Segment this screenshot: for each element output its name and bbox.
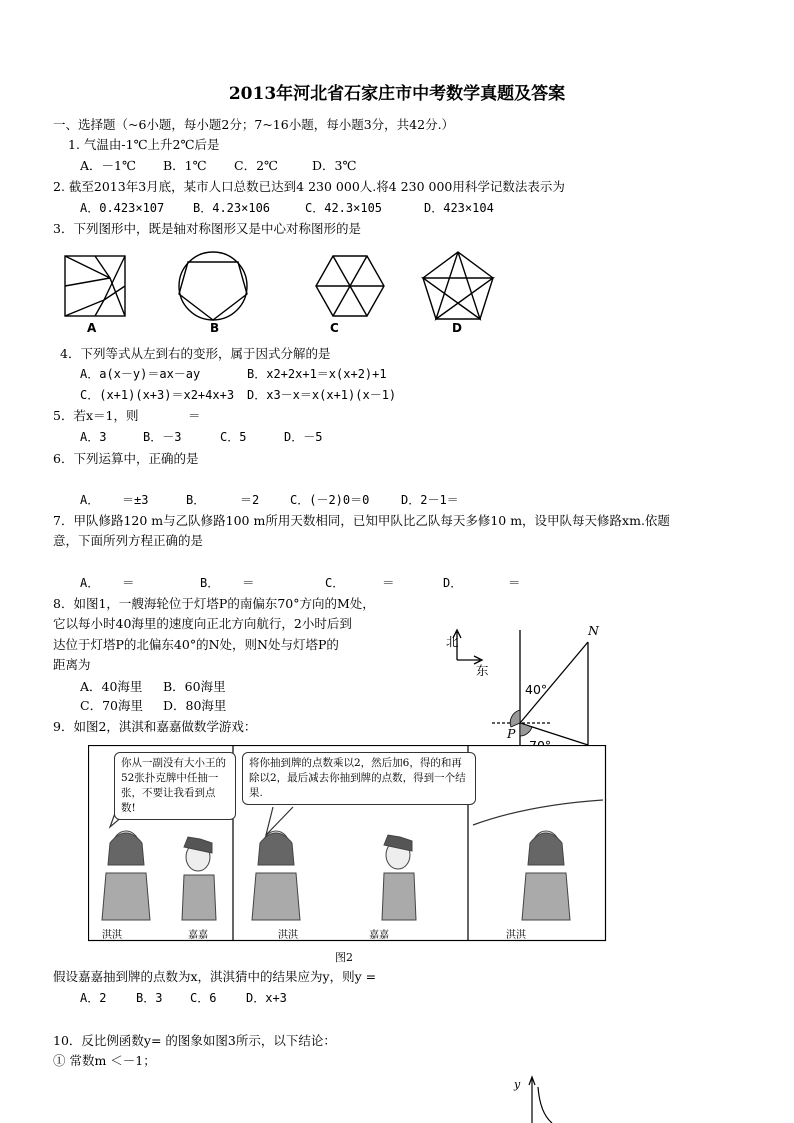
- q7-opt-c: C．: [325, 576, 345, 590]
- q8-opt-d: D．80海里: [163, 698, 227, 713]
- q3-figures: [60, 248, 520, 323]
- figure-b-circle: [179, 252, 247, 320]
- q7-opt-b-eq: ＝: [242, 575, 255, 590]
- q4-opt-d: D．x3－x＝x(x+1)(x－1): [247, 388, 397, 402]
- q8-line4: 距离为: [53, 657, 91, 672]
- q8-line2: 它以每小时40海里的速度向正北方向航行，2小时后到: [53, 616, 352, 631]
- comic-bubble-1: 你从一副没有大小王的52张扑克牌中任抽一张，不要让我看到点数!: [114, 752, 236, 820]
- comic-name-jiajia-1: 嘉嘉: [188, 930, 208, 941]
- q9-opt-d: D．x+3: [246, 991, 287, 1005]
- q5-opt-d: D．－5: [284, 430, 323, 444]
- q7-opt-a: A．: [80, 576, 100, 590]
- fig1-north-label: 北: [446, 634, 459, 649]
- q5-stem: 5．若x＝1，则: [53, 408, 139, 423]
- q8-opt-a: A．40海里: [80, 679, 143, 694]
- q3-label-a: A: [87, 321, 97, 335]
- q8-opt-b: B．60海里: [163, 679, 226, 694]
- q7-opt-c-eq: ＝: [382, 575, 395, 590]
- q9-opt-a: A．2: [80, 991, 107, 1005]
- q9-opt-c: C．6: [190, 991, 217, 1005]
- q1-opt-c: C．2℃: [234, 158, 279, 173]
- q1-opt-b: B．1℃: [163, 158, 207, 173]
- figure-c-hexagon: [316, 256, 384, 316]
- q4-opt-a: A．a(x－y)＝ax－ay: [80, 367, 201, 381]
- section-heading: 一、选择题（~6小题，每小题2分；7~16小题，每小题3分，共42分.）: [53, 117, 455, 132]
- q6-opt-c: C．(－2)0＝0: [290, 493, 370, 507]
- q10-item1: ① 常数m ＜－1；: [53, 1053, 156, 1068]
- q2-opt-a: A．0.423×107: [80, 201, 165, 215]
- comic-name-jiajia-2: 嘉嘉: [369, 930, 389, 941]
- fig2-caption: 图2: [335, 951, 353, 964]
- q6-opt-d: D．2－1＝: [401, 493, 459, 507]
- q2-opt-d: D．423×104: [424, 201, 494, 215]
- q1-opt-d: D．3℃: [312, 158, 357, 173]
- comic-name-qiqi-2: 淇淇: [278, 930, 298, 941]
- q6-opt-a-val: ＝±3: [122, 493, 149, 507]
- q7-opt-a-eq: ＝: [122, 575, 135, 590]
- page-title: 2013年河北省石家庄市中考数学真题及答案: [228, 84, 566, 104]
- figure-3-partial: [520, 1073, 560, 1123]
- fig1-east-label: 东: [476, 663, 489, 678]
- q6-opt-a: A．: [80, 493, 100, 507]
- comic-name-qiqi-3: 淇淇: [506, 930, 526, 941]
- q4-stem: 4．下列等式从左到右的变形，属于因式分解的是: [60, 346, 331, 361]
- q9-after: 假设嘉嘉抽到牌的点数为x，淇淇猜中的结果应为y，则y =: [53, 969, 377, 984]
- q5-opt-b: B．－3: [143, 430, 182, 444]
- fig3-y-label: y: [514, 1078, 521, 1091]
- q4-opt-c: C．(x+1)(x+3)＝x2+4x+3: [80, 388, 235, 402]
- q9-stem: 9．如图2，淇淇和嘉嘉做数学游戏：: [53, 719, 257, 734]
- q2-opt-c: C．42.3×105: [305, 201, 383, 215]
- q2-stem: 2. 截至2013年3月底，某市人口总数已达到4 230 000人.将4 230 000用科学记数法表示为: [53, 179, 565, 194]
- q1-stem: 1. 气温由-1℃上升2℃后是: [68, 137, 220, 152]
- q3-label-d: D: [452, 321, 462, 335]
- q7-opt-d-eq: ＝: [508, 575, 521, 590]
- q8-line3: 达位于灯塔P的北偏东40°的N处，则N处与灯塔P的: [53, 637, 339, 652]
- q4-opt-b: B．x2+2x+1＝x(x+2)+1: [247, 367, 387, 381]
- q10-stem: 10．反比例函数y= 的图象如图3所示，以下结论：: [53, 1033, 336, 1048]
- figure-a-square: [65, 256, 125, 316]
- q8-line1: 8．如图1，一艘海轮位于灯塔P的南偏东70°方向的M处，: [53, 596, 375, 611]
- q6-opt-b-val: ＝2: [240, 493, 260, 507]
- q6-stem: 6．下列运算中，正确的是: [53, 451, 199, 466]
- q8-opt-c: C．70海里: [80, 698, 143, 713]
- q7-opt-b: B．: [200, 576, 220, 590]
- q9-opt-b: B．3: [136, 991, 163, 1005]
- figure-d-pentagram: [423, 252, 493, 319]
- q6-opt-b: B．: [186, 493, 206, 507]
- q7-line2: 意，下面所列方程正确的是: [53, 533, 204, 548]
- q3-label-c: C: [330, 321, 339, 335]
- q3-stem: 3．下列图形中，既是轴对称图形又是中心对称图形的是: [53, 221, 361, 236]
- comic-bubble-2: 将你抽到牌的点数乘以2，然后加6，得的和再除以2，最后减去你抽到牌的点数，得到一个结果.: [242, 752, 476, 805]
- q2-opt-b: B．4.23×106: [193, 201, 271, 215]
- fig1-a40-label: 40°: [525, 682, 548, 697]
- angle-70-arc: [520, 723, 532, 736]
- fig1-p-label: P: [507, 726, 516, 741]
- q5-opt-c: C．5: [220, 430, 247, 444]
- q7-line1: 7．甲队修路120 m与乙队修路100 m所用天数相同，已知甲队比乙队每天多修10 m，设甲队每天修路xm.依题: [53, 513, 670, 528]
- q1-opt-a: A．－1℃: [80, 158, 136, 173]
- angle-40-arc: [510, 710, 520, 727]
- q3-label-b: B: [210, 321, 220, 335]
- fig1-n-label: N: [588, 623, 599, 638]
- q5-opt-a: A．3: [80, 430, 107, 444]
- q7-opt-d: D．: [443, 576, 463, 590]
- comic-name-qiqi-1: 淇淇: [102, 930, 122, 941]
- q5-eq: ＝: [188, 408, 201, 423]
